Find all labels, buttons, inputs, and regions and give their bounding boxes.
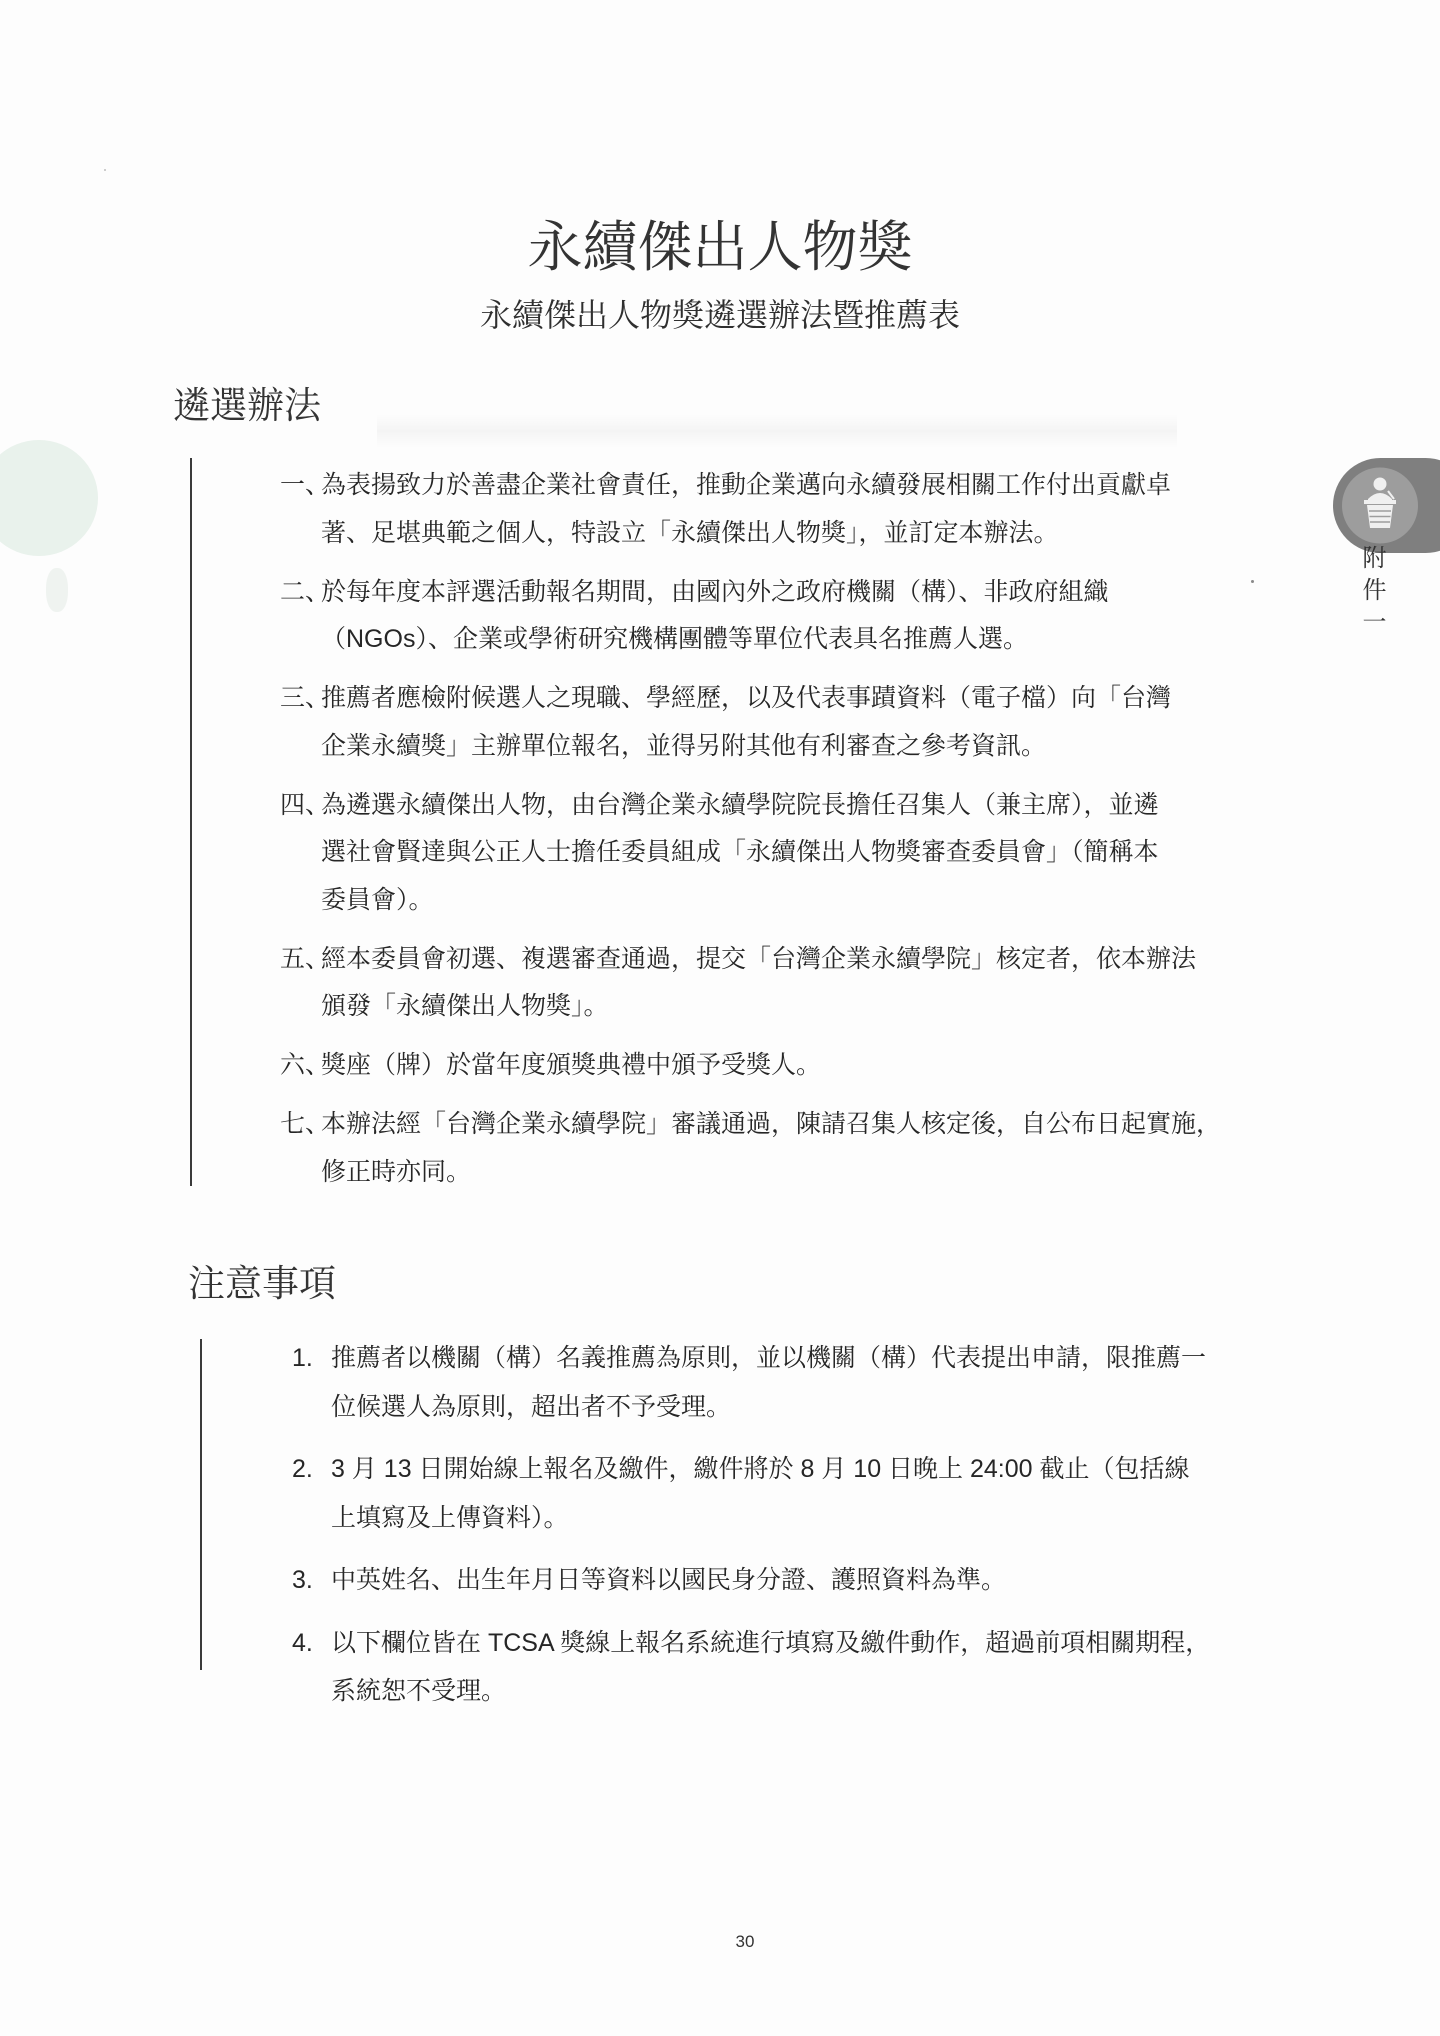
note-text <box>331 1556 1006 1605</box>
section-rule-line <box>200 1339 202 1670</box>
note-text-line: 以下欄位皆在 TCSA 獎線上報名系統進行填寫及繳件動作，超過前項相關期程， <box>331 1628 1211 1657</box>
rule-text <box>321 782 1159 925</box>
notes-list <box>292 1334 1210 1730</box>
note-text-line: 系統恕不受理。 <box>331 1677 507 1705</box>
rule-text-line: 於每年度本評選活動報名期間，由國內外之政府機關（構）、非政府組織 <box>321 577 1109 606</box>
note-text-line: 位候選人為原則，超出者不予受理。 <box>331 1392 732 1421</box>
note-text <box>331 1334 1206 1431</box>
rule-item-3 <box>280 675 1221 770</box>
attachment-label: 附件一 <box>1358 545 1385 641</box>
rule-text-line: 著、足堪典範之個人，特設立「永續傑出人物獎」，並訂定本辦法。 <box>321 518 1059 547</box>
note-text <box>331 1445 1190 1542</box>
note-item-4 <box>292 1619 1210 1716</box>
rule-item-6 <box>280 1042 1221 1090</box>
rule-marker: 三、 <box>280 684 318 712</box>
scan-stain <box>46 568 68 612</box>
rule-marker: 五、 <box>280 944 318 973</box>
rule-text-line: 企業永續獎」主辦單位報名，並得另附其他有利審查之參考資訊。 <box>321 731 1047 760</box>
scan-stain <box>0 440 98 556</box>
scan-speck <box>104 169 106 171</box>
note-item-3 <box>292 1556 1210 1605</box>
selection-rules-list <box>280 462 1221 1208</box>
rule-text-line: 獎座（牌）於當年度頒獎典禮中頒予受獎人。 <box>321 1051 822 1079</box>
scan-speck <box>1251 580 1254 583</box>
rule-text <box>321 462 1171 557</box>
rule-text-line: 為表揚致力於善盡企業社會責任，推動企業邁向永續發展相關工作付出貢獻卓 <box>321 471 1172 499</box>
note-text-line: 上填寫及上傳資料）。 <box>331 1503 569 1532</box>
note-text-line: 推薦者以機關（構）名義推薦為原則，並以機關（構）代表提出申請，限推薦一 <box>331 1344 1207 1372</box>
page-number: 30 <box>735 1932 755 1951</box>
rule-item-4 <box>280 782 1221 925</box>
rule-marker: 六、 <box>280 1051 318 1079</box>
document-title: 永續傑出人物獎 <box>527 216 913 278</box>
rule-text-line: 頒發「永續傑出人物獎」。 <box>321 992 609 1020</box>
rule-text <box>321 936 1196 1031</box>
scan-smudge <box>377 414 1177 448</box>
rule-text-line: 委員會）。 <box>321 885 434 914</box>
rule-marker: 七、 <box>280 1110 318 1138</box>
rule-text-line: 推薦者應檢附候選人之現職、學經歷，以及代表事蹟資料（電子檔）向「台灣 <box>321 684 1172 712</box>
note-text <box>331 1619 1210 1716</box>
note-number: 3. <box>292 1566 313 1594</box>
note-item-2 <box>292 1445 1210 1542</box>
rule-text <box>321 1042 821 1090</box>
note-item-1 <box>292 1334 1210 1431</box>
rule-item-2 <box>280 569 1221 664</box>
rule-text <box>321 1101 1221 1196</box>
note-number: 2. <box>292 1455 313 1483</box>
rule-item-1 <box>280 462 1221 557</box>
rule-marker: 四、 <box>280 790 318 819</box>
section-heading-notes: 注意事項 <box>188 1263 336 1304</box>
rule-marker: 一、 <box>280 471 318 499</box>
rule-text-line: 經本委員會初選、複選審查通過，提交「台灣企業永續學院」核定者，依本辦法 <box>321 944 1197 973</box>
section-rule-line <box>190 458 192 1186</box>
document-subtitle: 永續傑出人物獎遴選辦法暨推薦表 <box>479 297 960 333</box>
note-number: 1. <box>292 1344 313 1372</box>
rule-marker: 二、 <box>280 577 318 606</box>
note-text-line: 3 月 13 日開始線上報名及繳件，繳件將於 8 月 10 日晚上 24:00 截止（包括線 <box>331 1455 1190 1483</box>
rule-text-line: 選社會賢達與公正人士擔任委員組成「永續傑出人物獎審查委員會」（簡稱本 <box>321 838 1159 866</box>
rule-text <box>321 569 1109 664</box>
rule-text-line: 修正時亦同。 <box>321 1157 472 1186</box>
rule-text-line: 本辦法經「台灣企業永續學院」審議通過，陳請召集人核定後，自公布日起實施， <box>321 1110 1222 1138</box>
rule-text-line: 為遴選永續傑出人物，由台灣企業永續學院院長擔任召集人（兼主席），並遴 <box>321 790 1159 819</box>
rule-text <box>321 675 1171 770</box>
rule-item-5 <box>280 936 1221 1031</box>
note-number: 4. <box>292 1628 313 1657</box>
rule-item-7 <box>280 1101 1221 1196</box>
section-heading-selection-rules: 遴選辦法 <box>173 385 321 426</box>
rule-text-line: （NGOs）、企業或學術研究機構團體等單位代表具名推薦人選。 <box>321 625 1028 653</box>
note-text-line: 中英姓名、出生年月日等資料以國民身分證、護照資料為準。 <box>331 1566 1007 1594</box>
